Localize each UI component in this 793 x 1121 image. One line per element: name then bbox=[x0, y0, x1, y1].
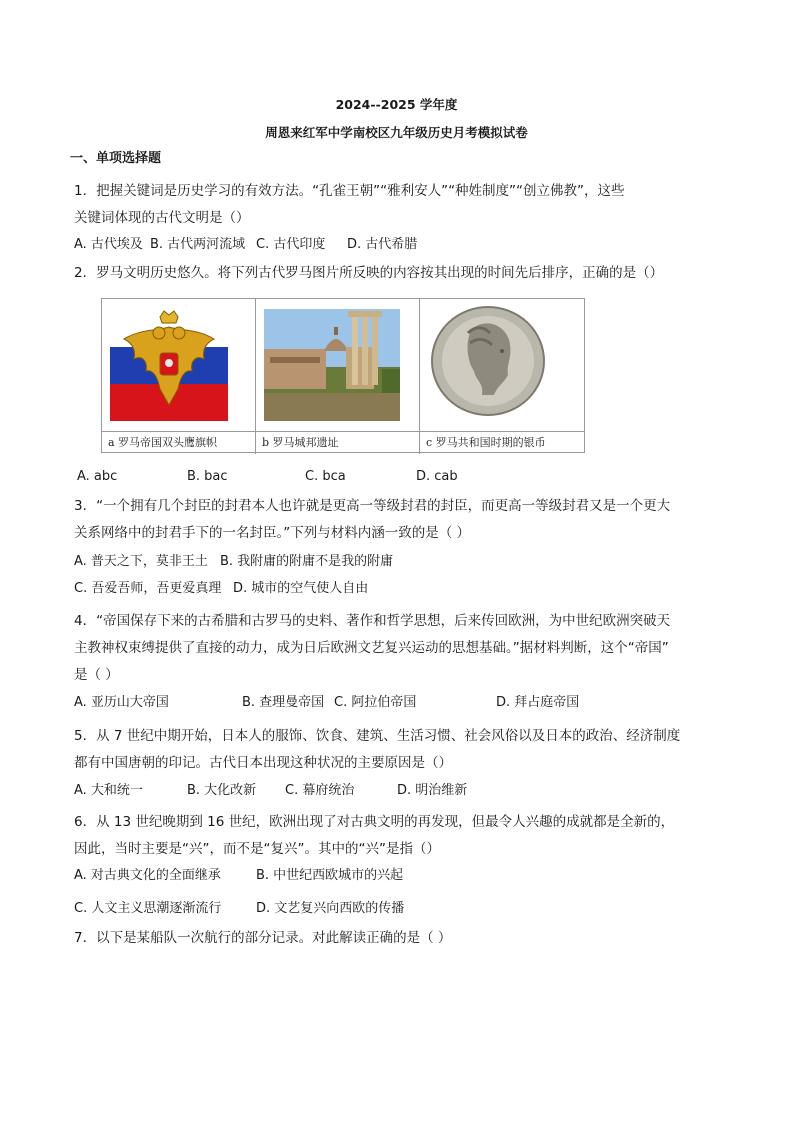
question-4-line-3: 是（ ） bbox=[74, 667, 119, 683]
q4-option-c: C. 阿拉伯帝国 bbox=[334, 695, 417, 710]
question-4-line-2: 主教神权束缚提供了直接的动力，成为日后欧洲文艺复兴运动的思想基础。”据材料判断，这个“帝国” bbox=[74, 640, 669, 656]
q6-option-b: B. 中世纪西欧城市的兴起 bbox=[256, 868, 404, 883]
question-5-line-1: 5．从 7 世纪中期开始，日本人的服饰、饮食、建筑、生活习惯、社会风俗以及日本的政治、经济制度 bbox=[74, 728, 681, 744]
question-5-line-2: 都有中国唐朝的印记。古代日本出现这种状况的主要原因是（） bbox=[74, 755, 452, 771]
q4-option-d: D. 拜占庭帝国 bbox=[496, 695, 580, 710]
q3-option-d: D. 城市的空气使人自由 bbox=[233, 581, 369, 596]
q6-option-a: A. 对古典文化的全面继承 bbox=[74, 868, 221, 883]
question-7-line-1: 7．以下是某船队一次航行的部分记录。对此解读正确的是（ ） bbox=[74, 930, 452, 946]
image-table bbox=[101, 298, 585, 453]
question-3-line-2: 关系网络中的封君手下的一名封臣。”下列与材料内涵一致的是（ ） bbox=[74, 525, 471, 541]
q6-option-c: C. 人文主义思潮逐渐流行 bbox=[74, 901, 222, 916]
question-6-line-2: 因此，当时主要是“兴”，而不是“复兴”。其中的“兴”是指（） bbox=[74, 841, 440, 857]
double-headed-eagle-flag-image bbox=[110, 309, 228, 421]
q1-option-a: A. 古代埃及 bbox=[74, 237, 143, 252]
roman-ruins-image bbox=[264, 309, 400, 421]
question-4-line-1: 4．“帝国保存下来的古希腊和古罗马的史料、著作和哲学思想，后来传回欧洲，为中世纪欧洲突破天 bbox=[74, 613, 671, 629]
q5-option-a: A. 大和统一 bbox=[74, 783, 143, 798]
exam-title: 周恩来红军中学南校区九年级历史月考模拟试卷 bbox=[265, 125, 528, 140]
q6-option-d: D. 文艺复兴向西欧的传播 bbox=[256, 901, 405, 916]
question-3-line-1: 3．“一个拥有几个封臣的封君本人也许就是更高一等级封君的封臣，而更高一等级封君又是一个更大 bbox=[74, 498, 671, 514]
q3-option-b: B. 我附庸的附庸不是我的附庸 bbox=[220, 554, 394, 569]
silver-coin-image bbox=[428, 303, 548, 421]
school-year: 2024--2025 学年度 bbox=[335, 97, 458, 112]
q3-option-c: C. 吾爱吾师，吾更爱真理 bbox=[74, 581, 222, 596]
q1-option-d: D. 古代希腊 bbox=[347, 237, 418, 252]
q5-option-b: B. 大化改新 bbox=[187, 783, 257, 798]
q2-option-a: A. abc bbox=[77, 469, 118, 484]
image-cell-a bbox=[102, 299, 256, 454]
caption-b: b 罗马城邦遗址 bbox=[256, 431, 419, 454]
q5-option-d: D. 明治维新 bbox=[397, 783, 468, 798]
q4-option-a: A. 亚历山大帝国 bbox=[74, 695, 169, 710]
q2-option-d: D. cab bbox=[416, 469, 458, 484]
image-cell-c bbox=[420, 299, 584, 454]
q2-option-c: C. bca bbox=[305, 469, 346, 484]
question-2-line-1: 2．罗马文明历史悠久。将下列古代罗马图片所反映的内容按其出现的时间先后排序，正确的是（） bbox=[74, 265, 664, 281]
question-1-line-1: 1．把握关键词是历史学习的有效方法。“孔雀王朝”“雅利安人”“种姓制度”“创立佛教”，这些 bbox=[74, 183, 625, 199]
caption-c: c 罗马共和国时期的银币 bbox=[420, 431, 584, 454]
image-cell-b bbox=[256, 299, 420, 454]
q1-option-b: B. 古代两河流域 bbox=[150, 237, 246, 252]
question-6-line-1: 6．从 13 世纪晚期到 16 世纪，欧洲出现了对古典文明的再发现，但最令人兴趣的成就都是全新的， bbox=[74, 814, 675, 830]
q1-option-c: C. 古代印度 bbox=[256, 237, 326, 252]
q2-option-b: B. bac bbox=[187, 469, 228, 484]
q4-option-b: B. 查理曼帝国 bbox=[242, 695, 325, 710]
q5-option-c: C. 幕府统治 bbox=[285, 783, 355, 798]
caption-a: a 罗马帝国双头鹰旗帜 bbox=[102, 431, 255, 454]
section-heading: 一、单项选择题 bbox=[70, 151, 162, 166]
q3-option-a: A. 普天之下，莫非王土 bbox=[74, 554, 208, 569]
question-1-line-2: 关键词体现的古代文明是（） bbox=[74, 210, 250, 226]
